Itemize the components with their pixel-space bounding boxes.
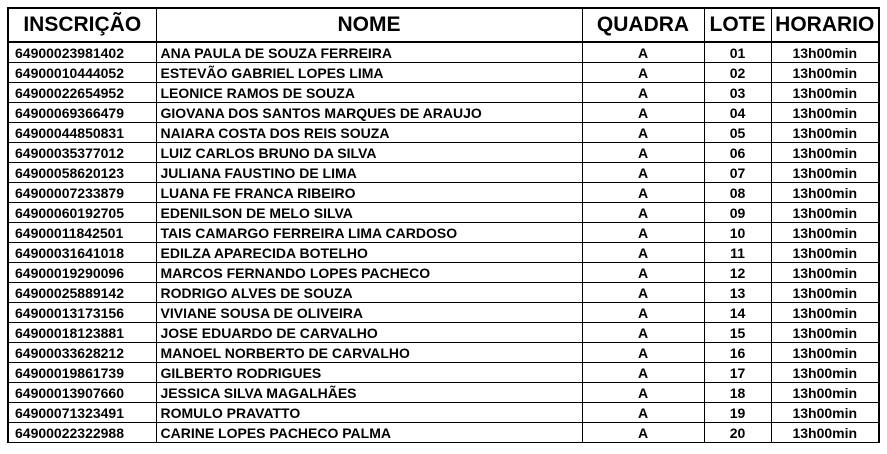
horario-cell: 13h00min: [771, 143, 879, 163]
nome-cell: JESSICA SILVA MAGALHÃES: [156, 383, 582, 403]
quadra-cell: A: [582, 423, 704, 443]
table-row: [8, 303, 879, 323]
quadra-cell: A: [582, 103, 704, 123]
horario-cell: 13h00min: [771, 203, 879, 223]
horario-cell: 13h00min: [771, 223, 879, 243]
table-row: [8, 383, 879, 403]
lote-cell: 03: [704, 83, 771, 103]
table-body: [8, 42, 879, 443]
table-row: [8, 103, 879, 123]
nome-cell: VIVIANE SOUSA DE OLIVEIRA: [156, 303, 582, 323]
nome-cell: ESTEVÃO GABRIEL LOPES LIMA: [156, 63, 582, 83]
quadra-cell: A: [582, 163, 704, 183]
lote-cell: 20: [704, 423, 771, 443]
horario-cell: 13h00min: [771, 363, 879, 383]
nome-cell: NAIARA COSTA DOS REIS SOUZA: [156, 123, 582, 143]
horario-cell: 13h00min: [771, 183, 879, 203]
horario-cell: 13h00min: [771, 423, 879, 443]
nome-cell: TAIS CAMARGO FERREIRA LIMA CARDOSO: [156, 223, 582, 243]
nome-cell: CARINE LOPES PACHECO PALMA: [156, 423, 582, 443]
nome-cell: MANOEL NORBERTO DE CARVALHO: [156, 343, 582, 363]
table-row: [8, 42, 879, 63]
nome-cell: GILBERTO RODRIGUES: [156, 363, 582, 383]
horario-cell: 13h00min: [771, 63, 879, 83]
nome-cell: MARCOS FERNANDO LOPES PACHECO: [156, 263, 582, 283]
inscricao-cell: 64900019861739: [8, 363, 156, 383]
table-row: [8, 183, 879, 203]
nome-cell: EDILZA APARECIDA BOTELHO: [156, 243, 582, 263]
table-row: [8, 283, 879, 303]
table-row: [8, 363, 879, 383]
header-lote: LOTE: [704, 8, 771, 42]
table-row: [8, 163, 879, 183]
horario-cell: 13h00min: [771, 303, 879, 323]
inscricao-cell: 64900018123881: [8, 323, 156, 343]
quadra-cell: A: [582, 383, 704, 403]
inscricao-cell: 64900069366479: [8, 103, 156, 123]
table-row: [8, 343, 879, 363]
table-row: [8, 423, 879, 443]
lote-cell: 02: [704, 63, 771, 83]
inscricao-cell: 64900058620123: [8, 163, 156, 183]
table-row: [8, 83, 879, 103]
inscricao-cell: 64900013907660: [8, 383, 156, 403]
lote-cell: 05: [704, 123, 771, 143]
nome-cell: LUIZ CARLOS BRUNO DA SILVA: [156, 143, 582, 163]
header-quadra: QUADRA: [582, 8, 704, 42]
quadra-cell: A: [582, 123, 704, 143]
horario-cell: 13h00min: [771, 42, 879, 63]
nome-cell: RODRIGO ALVES DE SOUZA: [156, 283, 582, 303]
lote-cell: 04: [704, 103, 771, 123]
quadra-cell: A: [582, 143, 704, 163]
table-row: [8, 263, 879, 283]
nome-cell: LUANA FE FRANCA RIBEIRO: [156, 183, 582, 203]
horario-cell: 13h00min: [771, 123, 879, 143]
quadra-cell: A: [582, 323, 704, 343]
quadra-cell: A: [582, 363, 704, 383]
header-row: [8, 8, 879, 42]
quadra-cell: A: [582, 343, 704, 363]
horario-cell: 13h00min: [771, 163, 879, 183]
inscricao-cell: 64900044850831: [8, 123, 156, 143]
horario-cell: 13h00min: [771, 323, 879, 343]
inscricao-cell: 64900031641018: [8, 243, 156, 263]
inscricao-cell: 64900022322988: [8, 423, 156, 443]
inscricao-cell: 64900007233879: [8, 183, 156, 203]
quadra-cell: A: [582, 183, 704, 203]
nome-cell: LEONICE RAMOS DE SOUZA: [156, 83, 582, 103]
horario-cell: 13h00min: [771, 343, 879, 363]
header-horario: HORARIO: [771, 8, 879, 42]
table-row: [8, 143, 879, 163]
lote-cell: 19: [704, 403, 771, 423]
table-row: [8, 123, 879, 143]
quadra-cell: A: [582, 283, 704, 303]
quadra-cell: A: [582, 243, 704, 263]
nome-cell: ROMULO PRAVATTO: [156, 403, 582, 423]
horario-cell: 13h00min: [771, 383, 879, 403]
lote-cell: 06: [704, 143, 771, 163]
nome-cell: EDENILSON DE MELO SILVA: [156, 203, 582, 223]
inscricao-cell: 64900011842501: [8, 223, 156, 243]
lote-cell: 16: [704, 343, 771, 363]
table-row: [8, 223, 879, 243]
nome-cell: JULIANA FAUSTINO DE LIMA: [156, 163, 582, 183]
header-nome: NOME: [156, 8, 582, 42]
inscricao-cell: 64900022654952: [8, 83, 156, 103]
table-row: [8, 403, 879, 423]
inscricao-cell: 64900033628212: [8, 343, 156, 363]
inscricao-cell: 64900060192705: [8, 203, 156, 223]
horario-cell: 13h00min: [771, 243, 879, 263]
header-inscricao: INSCRIÇÃO: [8, 8, 156, 42]
quadra-cell: A: [582, 63, 704, 83]
lote-cell: 18: [704, 383, 771, 403]
table-row: [8, 63, 879, 83]
lote-cell: 08: [704, 183, 771, 203]
horario-cell: 13h00min: [771, 103, 879, 123]
table-row: [8, 203, 879, 223]
lote-cell: 10: [704, 223, 771, 243]
lote-cell: 01: [704, 42, 771, 63]
registration-table: [7, 7, 880, 443]
horario-cell: 13h00min: [771, 403, 879, 423]
lote-cell: 13: [704, 283, 771, 303]
nome-cell: GIOVANA DOS SANTOS MARQUES DE ARAUJO: [156, 103, 582, 123]
inscricao-cell: 64900023981402: [8, 42, 156, 63]
lote-cell: 12: [704, 263, 771, 283]
quadra-cell: A: [582, 83, 704, 103]
inscricao-cell: 64900025889142: [8, 283, 156, 303]
horario-cell: 13h00min: [771, 283, 879, 303]
quadra-cell: A: [582, 42, 704, 63]
quadra-cell: A: [582, 223, 704, 243]
inscricao-cell: 64900019290096: [8, 263, 156, 283]
table-row: [8, 243, 879, 263]
quadra-cell: A: [582, 263, 704, 283]
inscricao-cell: 64900010444052: [8, 63, 156, 83]
horario-cell: 13h00min: [771, 263, 879, 283]
nome-cell: JOSE EDUARDO DE CARVALHO: [156, 323, 582, 343]
lote-cell: 15: [704, 323, 771, 343]
lote-cell: 11: [704, 243, 771, 263]
horario-cell: 13h00min: [771, 83, 879, 103]
quadra-cell: A: [582, 203, 704, 223]
nome-cell: ANA PAULA DE SOUZA FERREIRA: [156, 42, 582, 63]
inscricao-cell: 64900071323491: [8, 403, 156, 423]
lote-cell: 17: [704, 363, 771, 383]
lote-cell: 07: [704, 163, 771, 183]
inscricao-cell: 64900035377012: [8, 143, 156, 163]
lote-cell: 09: [704, 203, 771, 223]
lote-cell: 14: [704, 303, 771, 323]
inscricao-cell: 64900013173156: [8, 303, 156, 323]
table-row: [8, 323, 879, 343]
quadra-cell: A: [582, 403, 704, 423]
quadra-cell: A: [582, 303, 704, 323]
